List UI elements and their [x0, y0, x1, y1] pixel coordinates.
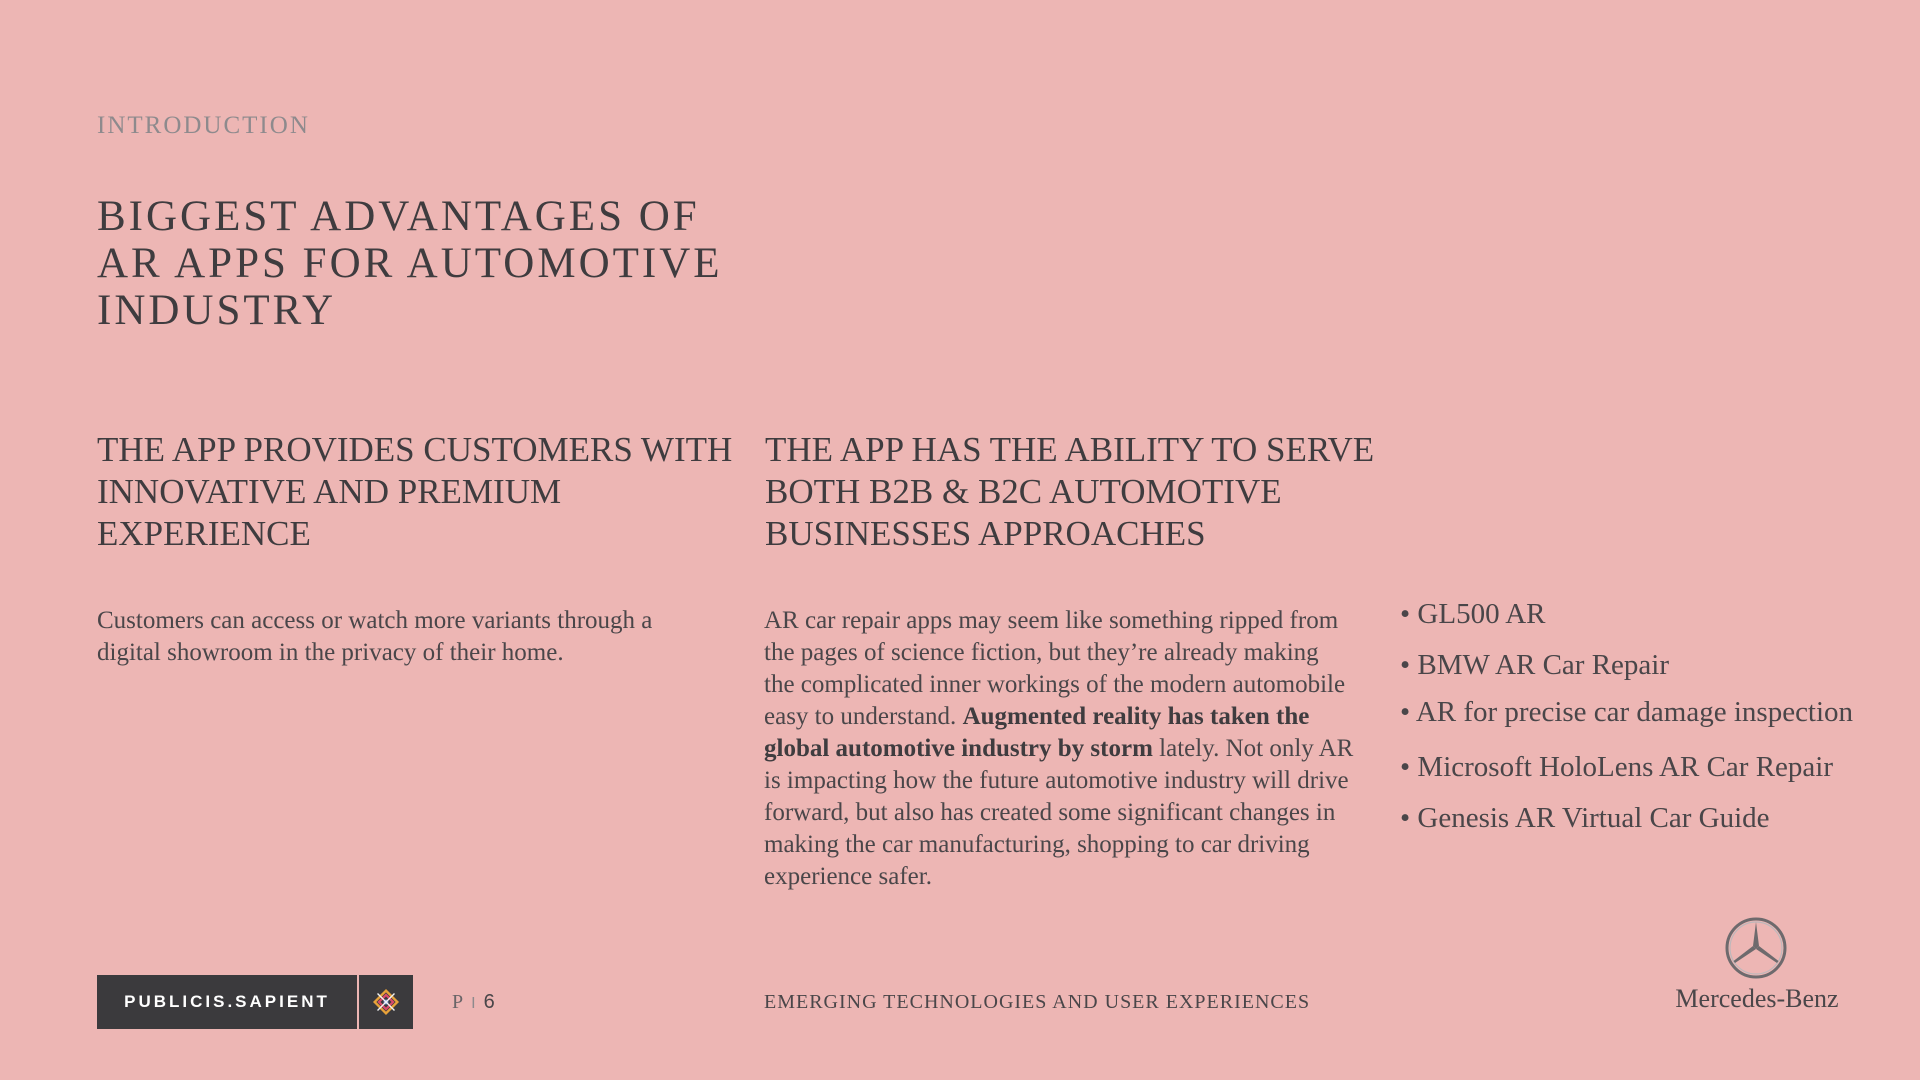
body-text-part-1: AR car repair apps may seem like something ripped from the pages of science fiction, but they’re already making the complicated inner workings of the modern automobile easy to understand.: [764, 607, 1346, 730]
list-item: • Genesis AR Virtual Car Guide: [1400, 802, 1770, 835]
list-item: • BMW AR Car Repair: [1400, 649, 1669, 682]
middle-column-heading: THE APP HAS THE ABILITY TO SERVE BOTH B2B & B2C AUTOMOTIVE BUSINESSES APPROACHES: [765, 430, 1375, 553]
left-column-heading: THE APP PROVIDES CUSTOMERS WITH INNOVATIVE AND PREMIUM EXPERIENCE: [97, 430, 733, 553]
section-label: INTRODUCTION: [97, 112, 310, 139]
list-item: • Microsoft HoloLens AR Car Repair: [1400, 751, 1833, 784]
page-separator: I: [471, 995, 476, 1012]
list-item: • GL500 AR: [1400, 598, 1546, 631]
left-column-body: Customers can access or watch more variants through a digital showroom in the privacy of their home.: [97, 607, 653, 666]
publicis-sapient-logo: PUBLICIS.SAPIENT: [97, 975, 357, 1029]
body-text-part-2: lately. Not only AR is impacting how the future automotive industry will drive forward, but also has created some significant changes in making the car manufacturing, shopping to car driving experience safer.: [764, 735, 1354, 890]
mercedes-star-icon: [1724, 916, 1788, 980]
body-text-bold: Augmented reality has taken the global automotive industry by storm: [764, 703, 1310, 762]
publicis-sapient-mark-icon: [359, 975, 413, 1029]
list-item: • AR for precise car damage inspection: [1400, 696, 1853, 729]
middle-column-body: [764, 605, 1354, 893]
footer-caption: EMERGING TECHNOLOGIES AND USER EXPERIENCES: [764, 991, 1311, 1013]
page-number-value: 6: [483, 991, 495, 1013]
page-title: BIGGEST ADVANTAGES OF AR APPS FOR AUTOMOTIVE INDUSTRY: [97, 193, 723, 334]
page-number: [452, 991, 495, 1014]
mercedes-benz-wordmark: Mercedes-Benz: [1675, 984, 1839, 1013]
page-prefix: P: [452, 991, 464, 1013]
